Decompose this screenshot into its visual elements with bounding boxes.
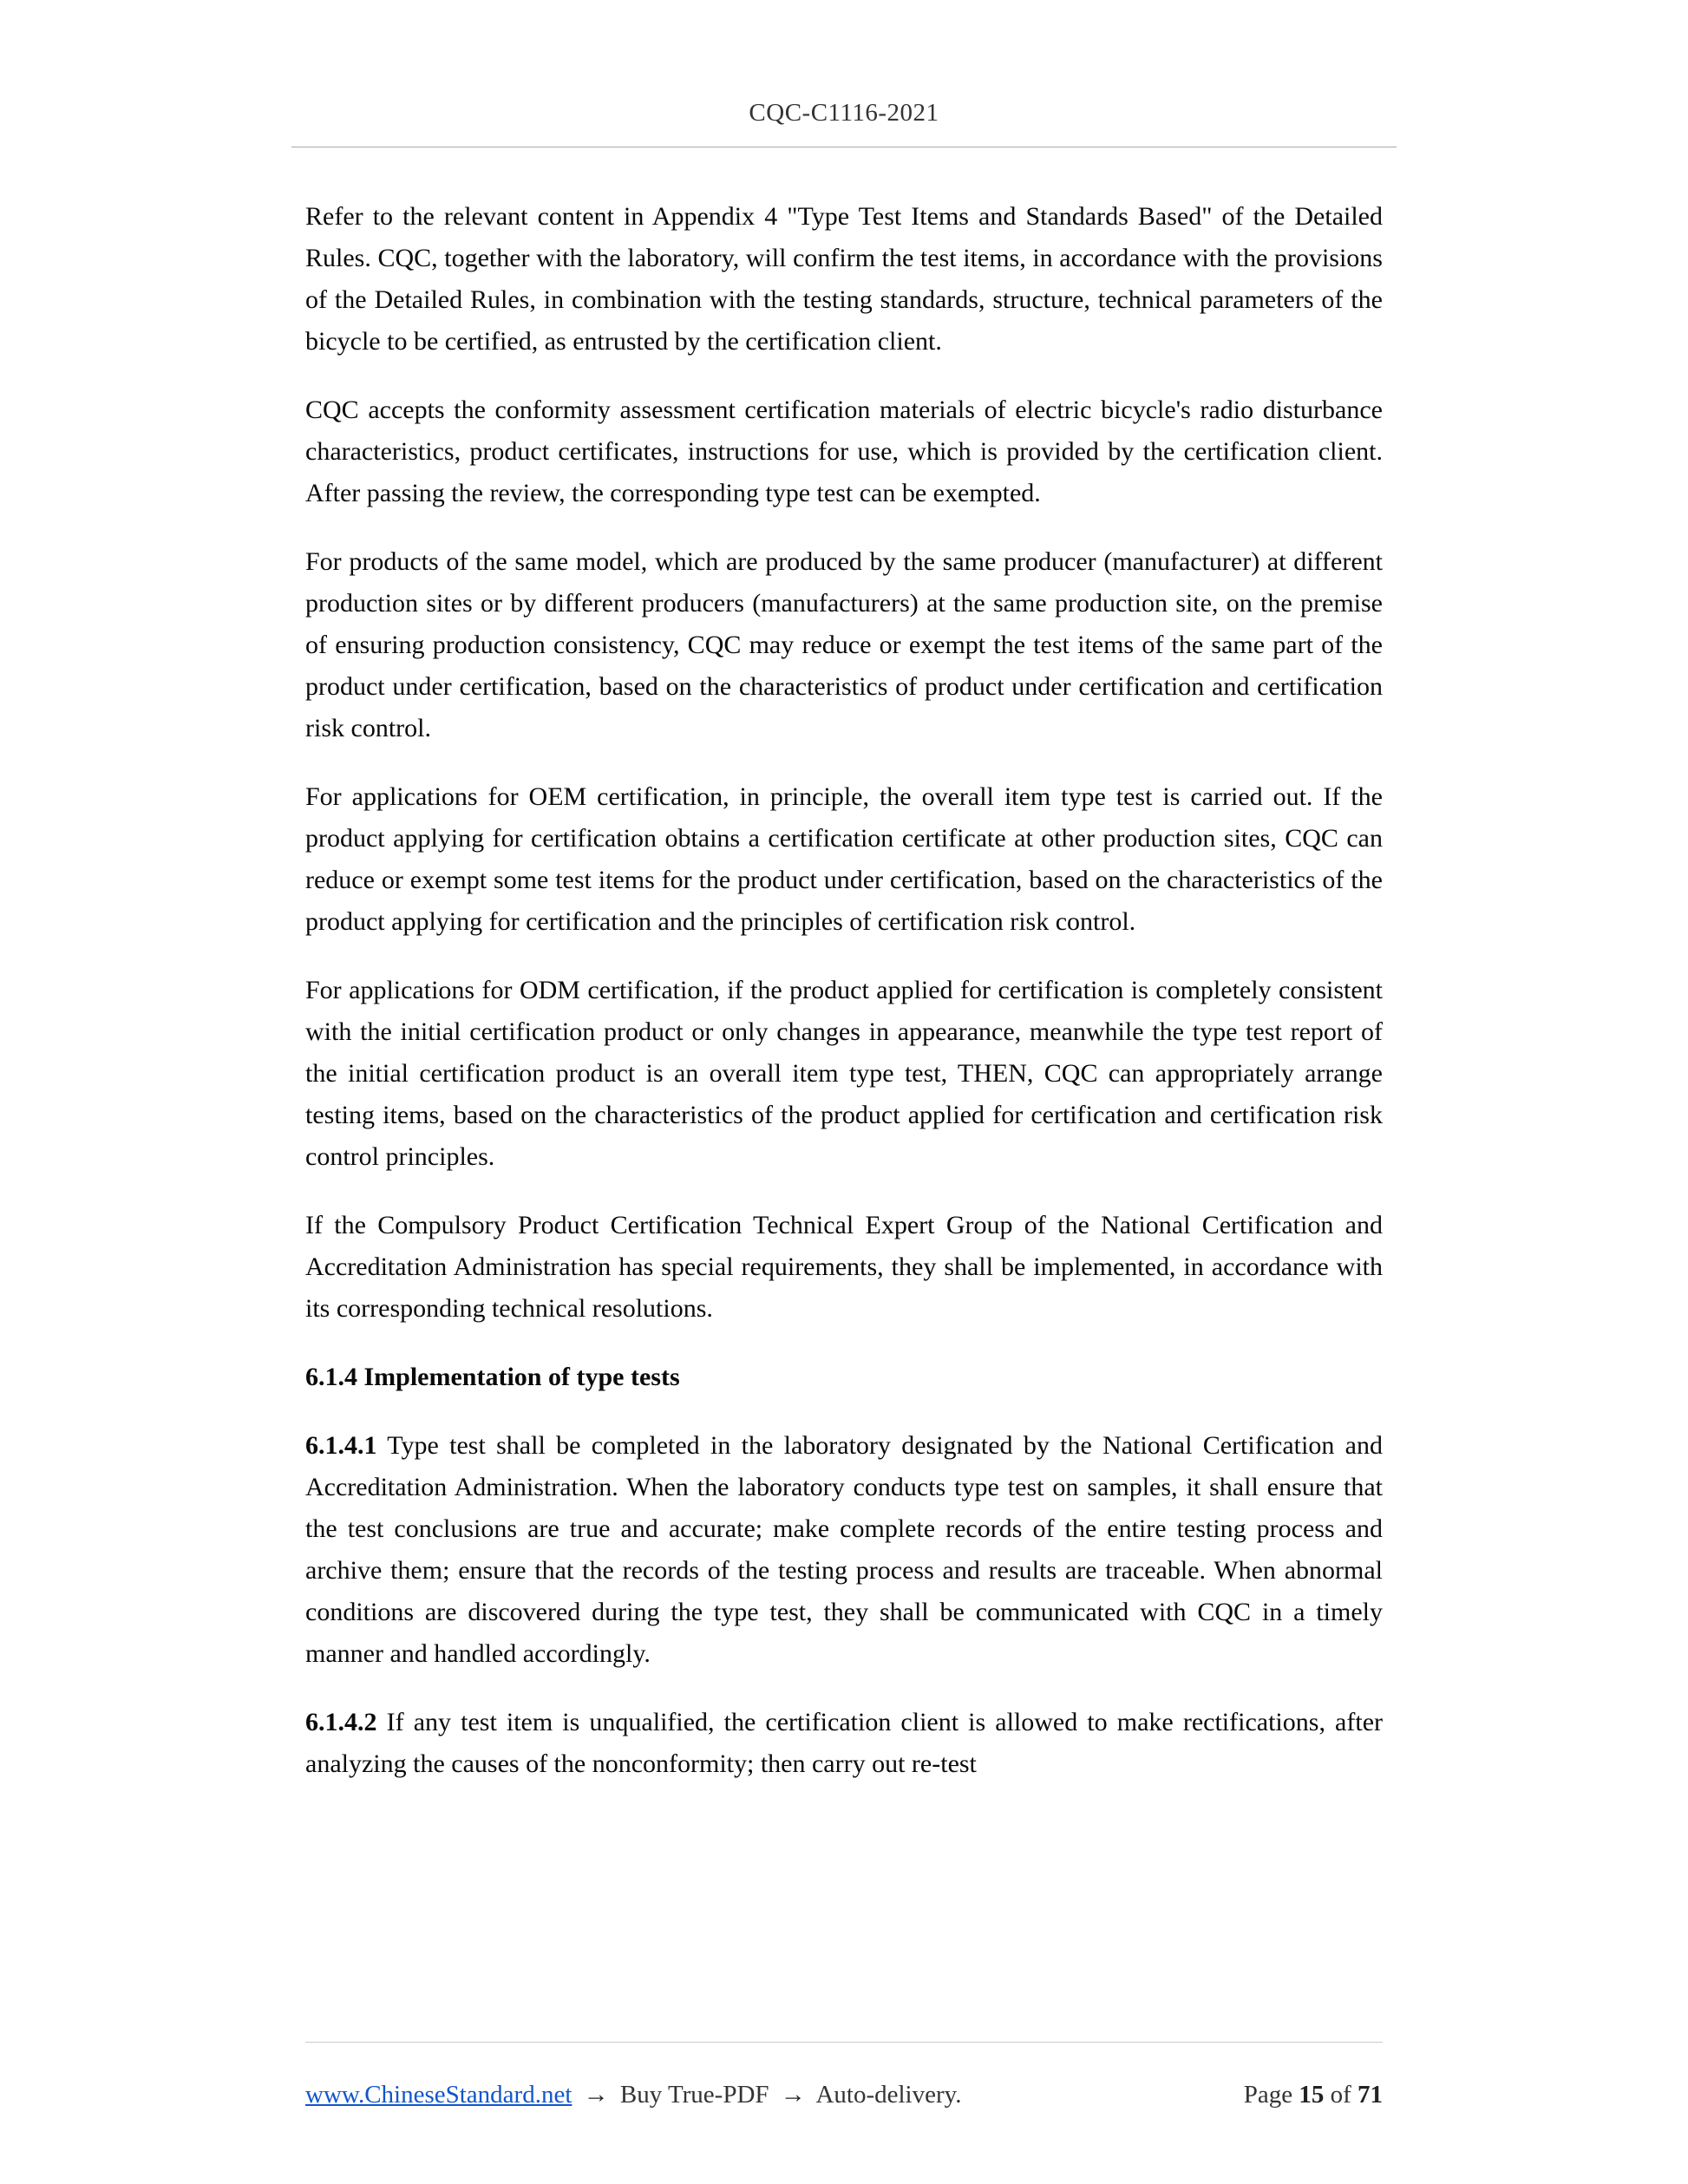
body-paragraph (305, 1205, 1383, 1330)
paragraph-text: CQC accepts the conformity assessment certification materials of electric bicycle's radio disturbance characteristics, product certificates, instructions for use, which is provided by the certification client. After passing the review, the corresponding type test can be exempted. (305, 396, 1383, 507)
clause-number: 6.1.4.2 (305, 1708, 377, 1736)
footer-divider (305, 2042, 1383, 2043)
page-footer (305, 2042, 1383, 2109)
arrow-right-icon: → (583, 2081, 609, 2109)
paragraph-text: If any test item is unqualified, the certification client is allowed to make rectifications, after analyzing the causes of the nonconformity; then carry out re-test (305, 1708, 1383, 1778)
of-word: of (1330, 2081, 1351, 2109)
total-page-number: 71 (1358, 2081, 1383, 2109)
clause-number: 6.1.4.1 (305, 1431, 377, 1460)
body-paragraph (305, 389, 1383, 514)
footer-delivery-text: Auto-delivery. (815, 2081, 962, 2109)
page-indicator (1244, 2081, 1383, 2109)
body-paragraph (305, 1702, 1383, 1785)
paragraph-text: For applications for OEM certification, in principle, the overall item type test is carried out. If the product applying for certification obtains a certification certificate at other production sites, CQC can reduce or exempt some test items for the product under certification, based on the characteristics of the product applying for certification and the principles of certification risk control. (305, 782, 1383, 936)
body-paragraph (305, 1425, 1383, 1675)
section-heading: 6.1.4 Implementation of type tests (305, 1363, 680, 1391)
body-paragraph (305, 970, 1383, 1178)
paragraph-text: Refer to the relevant content in Appendix 4 "Type Test Items and Standards Based" of the Detailed Rules. CQC, together with the laboratory, will confirm the test items, in accordance with the provisions of the Detailed Rules, in combination with the testing standards, structure, technical parameters of the bicycle to be certified, as entrusted by the certification client. (305, 202, 1383, 356)
current-page-number: 15 (1299, 2081, 1325, 2109)
body-paragraph (305, 776, 1383, 943)
paragraph-text: For products of the same model, which are produced by the same producer (manufacturer) at different production sites or by different producers (manufacturers) at the same production site, on the premise of ensuring production consistency, CQC may reduce or exempt the test items of the same part of the product under certification, based on the characteristics of product under certification and certification risk control. (305, 547, 1383, 742)
page-word: Page (1243, 2081, 1293, 2109)
arrow-right-icon: → (780, 2081, 806, 2109)
body-paragraph (305, 196, 1383, 363)
footer-buy-text: Buy True-PDF (619, 2081, 769, 2109)
footer-site-link[interactable]: www.ChineseStandard.net (305, 2081, 572, 2109)
doc-number: CQC-C1116-2021 (749, 99, 939, 127)
page-header (0, 0, 1688, 147)
paragraph-text: Type test shall be completed in the laboratory designated by the National Certification and Accreditation Administration. When the laboratory conducts type test on samples, it shall ensure that the test conclusions are true and accurate; make complete records of the entire testing process and archive them; ensure that the records of the testing process and results are traceable. When abnormal conditions are discovered during the type test, they shall be communicated with CQC in a timely manner and handled accordingly. (305, 1431, 1383, 1668)
document-body (0, 147, 1688, 1785)
paragraph-text: For applications for ODM certification, if the product applied for certification is completely consistent with the initial certification product or only changes in appearance, meanwhile the type test report of the initial certification product is an overall item type test, THEN, CQC can appropriately arrange testing items, based on the characteristics of the product applied for certification and certification risk control principles. (305, 976, 1383, 1171)
footer-row (305, 2081, 1383, 2109)
body-paragraph (305, 541, 1383, 749)
paragraph-text: If the Compulsory Product Certification Technical Expert Group of the National Certification and Accreditation Administration has special requirements, they shall be implemented, in accordance with its corresponding technical resolutions. (305, 1211, 1383, 1323)
footer-source-line (305, 2081, 962, 2109)
